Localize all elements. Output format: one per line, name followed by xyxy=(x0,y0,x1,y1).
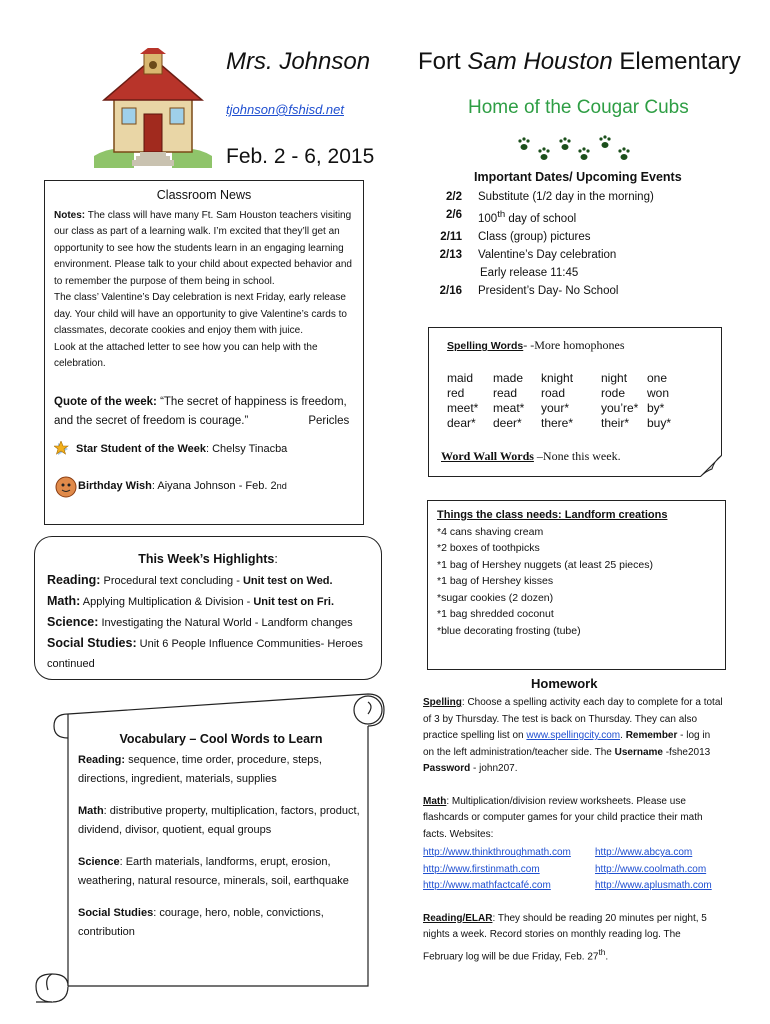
valentine-paragraph: The class’ Valentine’s Day celebration is next Friday, early release day. Your child will have an opportunity to give Valentine’s cards to classmates, decorate cookies and enjoy them with juice. xyxy=(54,292,347,336)
star-student: Star Student of the Week : Chelsy Tinacba xyxy=(54,441,354,459)
highlight-science: Science: Investigating the Natural World - Landform changes xyxy=(47,615,353,629)
spelling-words-box xyxy=(428,327,722,477)
event-row: 2/2 Substitute (1/2 day in the morning) xyxy=(446,191,654,203)
needs-item: *4 cans shaving cream xyxy=(437,525,544,538)
highlight-social-studies: Social Studies: Unit 6 People Influence Communities- Heroes continued xyxy=(47,636,363,670)
event-row: 2/11 Class (group) pictures xyxy=(440,230,591,243)
vocabulary-section xyxy=(78,730,364,955)
needs-item: *blue decorating frosting (tube) xyxy=(437,624,581,637)
schoolhouse-icon xyxy=(94,48,212,168)
birthday-icon xyxy=(54,475,78,499)
school-tagline: Home of the Cougar Cubs xyxy=(468,97,689,118)
math-website-link[interactable]: http://www.firstinmath.com xyxy=(423,863,540,875)
spelling-word: rode xyxy=(601,386,626,400)
birthday-wish: Birthday Wish : Aiyana Johnson - Feb. 2 nd xyxy=(54,475,354,499)
notes-paragraph: Notes: The class will have many Ft. Sam Houston teachers visiting our class as part of a learning walk. I’m excited that they’ll get an opportunity to see how the students learn in an engaging learning environment. Please talk to your child about expected behavior and to remember the purpose of them being in school. xyxy=(54,209,352,287)
event-row: Early release 11:45 xyxy=(480,266,579,279)
math-website-links xyxy=(423,845,723,895)
math-website-link[interactable]: http://www.aplusmath.com xyxy=(595,880,712,891)
spelling-word: your* xyxy=(541,401,570,415)
spelling-word: won xyxy=(647,386,670,400)
spelling-word: meat* xyxy=(493,401,525,415)
needs-item: *2 boxes of toothpicks xyxy=(437,542,540,554)
spelling-word: maid xyxy=(447,371,474,385)
teacher-name: Mrs. Johnson xyxy=(226,48,371,75)
homework-reading: Reading/ELAR: They should be reading 20 minutes per night, 5 nights a week. Record stories on monthly reading log. The February log will be due Friday, Feb. 27th. xyxy=(423,912,707,962)
spelling-word: read xyxy=(493,386,518,400)
spelling-word: red xyxy=(447,386,465,400)
vocab-science: Science: Earth materials, landforms, erupt, erosion, weathering, natural resource, minerals, soil, earthquake xyxy=(78,856,349,887)
class-needs-title: Things the class needs: Landform creations xyxy=(437,509,668,521)
spelling-word: road xyxy=(541,386,566,400)
vocab-math: Math: distributive property, multiplication, factors, product, dividend, divisor, quotient, equal groups xyxy=(78,805,360,836)
quote-of-week: Quote of the week: “The secret of happiness is freedom, and the secret of freedom is courage.” Pericles xyxy=(54,395,350,427)
homework-math: Math: Multiplication/division review worksheets. Please use flashcards or computer games for your child practice their math facts. Websites: xyxy=(423,795,703,840)
math-website-link[interactable]: http://www.mathfactcafé.com xyxy=(423,880,551,891)
page-curl-icon xyxy=(700,455,722,477)
event-row: 2/6 100th day of school xyxy=(446,209,577,225)
needs-item: *sugar cookies (2 dozen) xyxy=(437,591,554,604)
homework-spelling: Spelling: Choose a spelling activity each day to complete for a total of 3 by Thursday. The test is back on Thursday. They can also practice spelling list on www.spellingcity.com. Remember - log in on the left administration/teacher side. The Username -fshe2013 Password - john207. xyxy=(423,697,723,774)
spelling-word-grid xyxy=(447,371,687,431)
math-website-link[interactable]: http://www.abcya.com xyxy=(595,847,693,858)
needs-item: *1 bag shredded coconut xyxy=(437,608,554,620)
spellingcity-link[interactable]: www.spellingcity.com xyxy=(526,730,621,741)
teacher-email-link[interactable]: tjohnson@fshisd.net xyxy=(226,102,344,117)
classroom-news-box xyxy=(44,180,364,525)
math-website-link[interactable]: http://www.thinkthroughmath.com xyxy=(423,847,571,858)
needs-item: *1 bag of Hershey kisses xyxy=(437,575,554,587)
highlight-reading: Reading: Procedural text concluding - Unit test on Wed. xyxy=(47,573,333,587)
spelling-word: by* xyxy=(647,401,665,415)
class-needs-box xyxy=(427,500,726,670)
word-wall-words: Word Wall Words –None this week. xyxy=(441,449,621,463)
vocabulary-title: Vocabulary – Cool Words to Learn xyxy=(119,732,323,746)
spelling-word: there* xyxy=(541,416,574,430)
highlights-title: This Week’s Highlights: xyxy=(138,552,278,566)
star-icon xyxy=(54,441,76,459)
vocab-social-studies: Social Studies: courage, hero, noble, convictions, contribution xyxy=(78,907,324,938)
classroom-news-title: Classroom News xyxy=(156,188,252,202)
math-website-link[interactable]: http://www.coolmath.com xyxy=(595,863,707,875)
important-dates xyxy=(426,168,726,300)
homework-title: Homework xyxy=(531,676,598,691)
highlight-math: Math: Applying Multiplication & Division - Unit test on Fri. xyxy=(47,594,335,608)
event-row: 2/13 Valentine’s Day celebration xyxy=(439,248,617,261)
spelling-header: Spelling Words- -More homophones xyxy=(447,338,625,352)
important-dates-title: Important Dates/ Upcoming Events xyxy=(474,170,682,184)
week-dates: Feb. 2 - 6, 2015 xyxy=(226,145,375,168)
homework-section xyxy=(423,695,723,981)
letter-paragraph: Look at the attached letter to see how you can help with the celebration. xyxy=(54,341,318,369)
spelling-word: made xyxy=(493,371,524,385)
weekly-highlights-box xyxy=(34,536,382,680)
spelling-word: one xyxy=(647,371,668,385)
paw-prints-icon xyxy=(516,132,634,166)
spelling-word: buy* xyxy=(647,416,672,430)
spelling-word: night xyxy=(601,371,628,385)
spelling-word: deer* xyxy=(493,416,522,430)
spelling-word: you’re* xyxy=(601,401,639,415)
needs-item: *1 bag of Hershey nuggets (at least 25 pieces) xyxy=(437,558,653,571)
vocab-reading: Reading: sequence, time order, procedure, steps, directions, ingredient, materials, supplies xyxy=(78,754,322,785)
spelling-word: meet* xyxy=(447,401,479,415)
spelling-word: dear* xyxy=(447,416,476,430)
school-name: Fort Sam Houston Elementary xyxy=(418,48,741,75)
spelling-word: knight xyxy=(541,371,574,385)
spelling-word: their* xyxy=(601,416,630,430)
event-row: 2/16 President’s Day- No School xyxy=(439,284,619,297)
